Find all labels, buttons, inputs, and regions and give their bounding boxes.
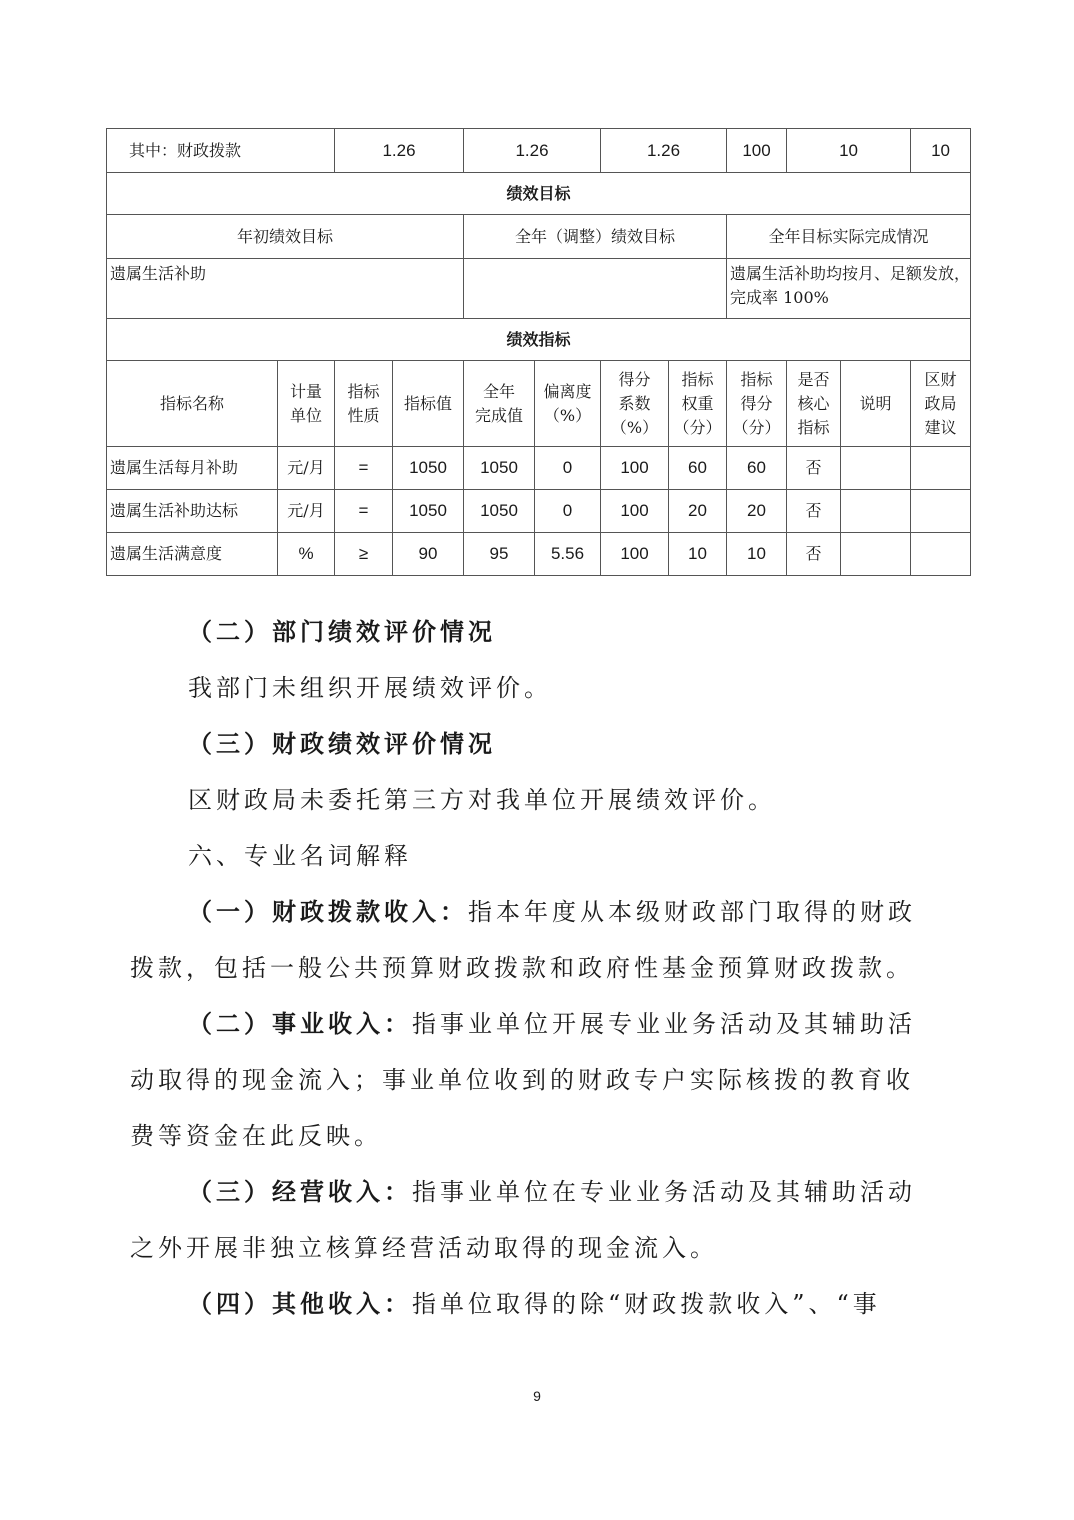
cell-advice: [911, 533, 971, 576]
goal-actual-line1: 遗属生活补助均按月、足额发放，: [730, 264, 971, 283]
goal-actual-line2: 完成率 100%: [730, 288, 829, 307]
term-3-title: （三）经营收入：: [188, 1177, 412, 1206]
term-3-line2: 之外开展非独立核算经营活动取得的现金流入。: [130, 1234, 718, 1262]
header-unit: 计量 单位: [278, 361, 335, 447]
header-nature: 指标 性质: [335, 361, 393, 447]
term-2-line1: （二）事业收入：指事业单位开展专业业务活动及其辅助活: [188, 1009, 916, 1038]
header-note: 说明: [841, 361, 911, 447]
term-1-line2: 拨款，包括一般公共预算财政拨款和政府性基金预算财政拨款。: [130, 954, 914, 982]
header-core: 是否 核心 指标: [787, 361, 841, 447]
term-3-line1: （三）经营收入：指事业单位在专业业务活动及其辅助活动: [188, 1177, 916, 1206]
term-2-line3: 费等资金在此反映。: [130, 1122, 382, 1150]
cell-score: 20: [727, 490, 787, 533]
funding-label: 其中：财政拨款: [107, 129, 335, 173]
indicator-header-row: [107, 361, 971, 447]
cell-coef: 100: [601, 533, 669, 576]
cell-advice: [911, 490, 971, 533]
funding-value: 100: [727, 129, 787, 173]
cell-deviation: 0: [535, 490, 601, 533]
cell-target: 1050: [393, 447, 464, 490]
cell-note: [841, 490, 911, 533]
header-coef: 得分 系数 （%）: [601, 361, 669, 447]
header-deviation: 偏离度 （%）: [535, 361, 601, 447]
cell-core: 否: [787, 447, 841, 490]
term-2-line2: 动取得的现金流入；事业单位收到的财政专户实际核拨的教育收: [130, 1066, 914, 1094]
goals-header-initial: 年初绩效目标: [107, 215, 464, 259]
funding-value: 10: [787, 129, 911, 173]
cell-deviation: 0: [535, 447, 601, 490]
term-2-title: （二）事业收入：: [188, 1009, 412, 1038]
funding-row: [107, 129, 971, 173]
cell-unit: %: [278, 533, 335, 576]
cell-core: 否: [787, 533, 841, 576]
page-number: 9: [533, 1388, 541, 1404]
goals-section-title: 绩效目标: [107, 173, 971, 215]
term-1-title: （一）财政拨款收入：: [188, 897, 468, 926]
heading-terms: 六、专业名词解释: [188, 842, 412, 870]
cell-advice: [911, 447, 971, 490]
header-score: 指标 得分 （分）: [727, 361, 787, 447]
cell-score: 10: [727, 533, 787, 576]
header-actual: 全年 完成值: [464, 361, 535, 447]
cell-nature: ≥: [335, 533, 393, 576]
cell-deviation: 5.56: [535, 533, 601, 576]
header-target: 指标值: [393, 361, 464, 447]
term-4-title: （四）其他收入：: [188, 1289, 412, 1318]
header-advice: 区财 政局 建议: [911, 361, 971, 447]
performance-table: [106, 128, 971, 576]
cell-score: 60: [727, 447, 787, 490]
cell-actual: 95: [464, 533, 535, 576]
header-weight: 指标 权重 （分）: [669, 361, 727, 447]
para-dept-eval: 我部门未组织开展绩效评价。: [188, 674, 552, 702]
funding-value: 1.26: [335, 129, 464, 173]
cell-actual: 1050: [464, 490, 535, 533]
term-4-line1: （四）其他收入：指单位取得的除“财政拨款收入”、“事: [188, 1289, 881, 1318]
para-fin-eval: 区财政局未委托第三方对我单位开展绩效评价。: [188, 786, 776, 814]
table-row: [107, 533, 971, 576]
term-1-line1: （一）财政拨款收入：指本年度从本级财政部门取得的财政: [188, 897, 916, 926]
heading-dept-eval: （二）部门绩效评价情况: [188, 617, 496, 646]
cell-weight: 10: [669, 533, 727, 576]
cell-core: 否: [787, 490, 841, 533]
cell-weight: 60: [669, 447, 727, 490]
cell-weight: 20: [669, 490, 727, 533]
cell-note: [841, 533, 911, 576]
indicators-section-title: 绩效指标: [107, 319, 971, 361]
cell-name: 遗属生活每月补助: [107, 447, 278, 490]
cell-target: 90: [393, 533, 464, 576]
cell-nature: =: [335, 490, 393, 533]
goals-header-adjusted: 全年（调整）绩效目标: [464, 215, 727, 259]
cell-unit: 元/月: [278, 447, 335, 490]
cell-unit: 元/月: [278, 490, 335, 533]
cell-name: 遗属生活补助达标: [107, 490, 278, 533]
cell-name: 遗属生活满意度: [107, 533, 278, 576]
table-row: [107, 447, 971, 490]
funding-value: 10: [911, 129, 971, 173]
funding-value: 1.26: [601, 129, 727, 173]
cell-target: 1050: [393, 490, 464, 533]
funding-value: 1.26: [464, 129, 601, 173]
cell-actual: 1050: [464, 447, 535, 490]
cell-coef: 100: [601, 447, 669, 490]
table-row: [107, 490, 971, 533]
goal-adjusted: [464, 259, 727, 319]
cell-coef: 100: [601, 490, 669, 533]
goal-initial: 遗属生活补助: [107, 259, 464, 319]
goals-header-actual: 全年目标实际完成情况: [727, 215, 971, 259]
cell-note: [841, 447, 911, 490]
goal-actual: [727, 259, 971, 319]
heading-fin-eval: （三）财政绩效评价情况: [188, 729, 496, 758]
header-name: 指标名称: [107, 361, 278, 447]
cell-nature: =: [335, 447, 393, 490]
